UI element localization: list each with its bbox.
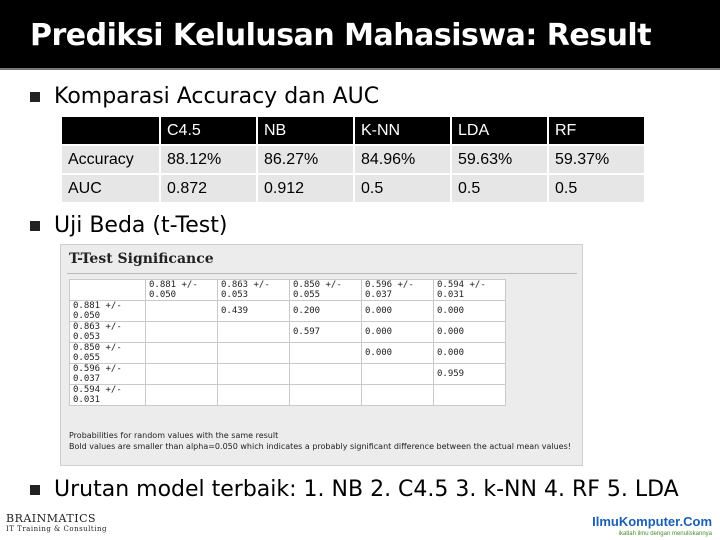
bullet-square-icon (30, 485, 40, 495)
ttest-note: Bold values are smaller than alpha=0.050 which indicates a probably significant difference between the actual mean values! (69, 442, 571, 451)
ttest-matrix (69, 279, 506, 406)
logo-tagline: ikatlah ilmu dengan menuliskannya (618, 531, 712, 537)
bullet-ttest (30, 213, 227, 238)
table-row (62, 146, 644, 173)
ttest-cell (218, 385, 290, 406)
corner-cell (70, 280, 146, 301)
ttest-cell: 0.200 (290, 301, 362, 322)
row-label: AUC (62, 175, 159, 202)
slide-title: Prediksi Kelulusan Mahasiswa: Result (30, 18, 652, 53)
ilmukomputer-logo (592, 516, 712, 540)
ttest-cell: 0.439 (218, 301, 290, 322)
logo-text-main: IlmuKomputer (592, 514, 680, 529)
bullet-text: Urutan model terbaik: 1. NB 2. C4.5 3. k-NN 4. RF 5. LDA (54, 477, 679, 502)
ttest-cell (362, 385, 434, 406)
ttest-col-header: 0.881 +/- 0.050 (146, 280, 218, 301)
ttest-cell (218, 343, 290, 364)
ttest-cell (290, 343, 362, 364)
logo-text (592, 514, 712, 529)
ttest-cell: 0.000 (434, 343, 506, 364)
bullet-square-icon (30, 92, 40, 102)
header-cell: RF (549, 117, 644, 144)
ttest-cell (146, 301, 218, 322)
ttest-cell: 0.000 (434, 301, 506, 322)
table-cell: 84.96% (355, 146, 450, 173)
ttest-cell (290, 364, 362, 385)
table-row (62, 175, 644, 202)
table-cell: 0.912 (258, 175, 353, 202)
table-row (70, 364, 506, 385)
ttest-cell: 0.000 (362, 301, 434, 322)
bullet-ranking (30, 477, 679, 502)
ttest-screenshot (60, 244, 583, 466)
ttest-cell: 0.000 (434, 322, 506, 343)
table-cell: 86.27% (258, 146, 353, 173)
ttest-cell (362, 364, 434, 385)
ttest-col-header: 0.863 +/- 0.053 (218, 280, 290, 301)
title-bar (0, 0, 720, 68)
ttest-cell (146, 343, 218, 364)
table-cell: 0.5 (549, 175, 644, 202)
bullet-text: Uji Beda (t-Test) (54, 213, 228, 238)
ttest-cell: 0.959 (434, 364, 506, 385)
ttest-row-header: 0.596 +/- 0.037 (70, 364, 146, 385)
row-label: Accuracy (62, 146, 159, 173)
ttest-col-header: 0.596 +/- 0.037 (362, 280, 434, 301)
ttest-cell (218, 364, 290, 385)
ttest-row-header: 0.850 +/- 0.055 (70, 343, 146, 364)
header-cell (62, 117, 159, 144)
ttest-row-header: 0.881 +/- 0.050 (70, 301, 146, 322)
table-row (70, 343, 506, 364)
header-cell: LDA (452, 117, 547, 144)
logo-tagline: IT Training & Consulting (6, 525, 107, 533)
table-cell: 0.5 (355, 175, 450, 202)
brainmatics-logo (6, 514, 107, 534)
ttest-note: Probabilities for random values with the same result (69, 431, 279, 440)
ttest-cell (434, 385, 506, 406)
logo-text: BRAINMATICS (6, 512, 97, 525)
title-divider (0, 68, 720, 70)
ttest-cell: 0.000 (362, 343, 434, 364)
logo-text-suffix: .Com (679, 514, 712, 529)
header-cell: NB (258, 117, 353, 144)
ttest-row-header: 0.863 +/- 0.053 (70, 322, 146, 343)
ttest-header-row (70, 280, 506, 301)
ttest-cell: 0.597 (290, 322, 362, 343)
ttest-divider (67, 273, 577, 274)
ttest-col-header: 0.850 +/- 0.055 (290, 280, 362, 301)
table-row (70, 322, 506, 343)
table-cell: 88.12% (161, 146, 256, 173)
ttest-cell: 0.000 (362, 322, 434, 343)
table-cell: 0.872 (161, 175, 256, 202)
header-cell: C4.5 (161, 117, 256, 144)
ttest-cell (146, 385, 218, 406)
ttest-col-header: 0.594 +/- 0.031 (434, 280, 506, 301)
table-header-row (62, 117, 644, 144)
bullet-text: Komparasi Accuracy dan AUC (54, 84, 380, 109)
ttest-cell (146, 364, 218, 385)
header-cell: K-NN (355, 117, 450, 144)
table-row (70, 301, 506, 322)
ttest-row-header: 0.594 +/- 0.031 (70, 385, 146, 406)
table-cell: 59.37% (549, 146, 644, 173)
table-row (70, 385, 506, 406)
bullet-square-icon (30, 221, 40, 231)
table-cell: 0.5 (452, 175, 547, 202)
comparison-table (60, 115, 646, 204)
bullet-comparison (30, 84, 379, 109)
ttest-cell (146, 322, 218, 343)
ttest-cell (218, 322, 290, 343)
ttest-cell (290, 385, 362, 406)
ttest-title: T-Test Significance (69, 251, 214, 267)
table-cell: 59.63% (452, 146, 547, 173)
